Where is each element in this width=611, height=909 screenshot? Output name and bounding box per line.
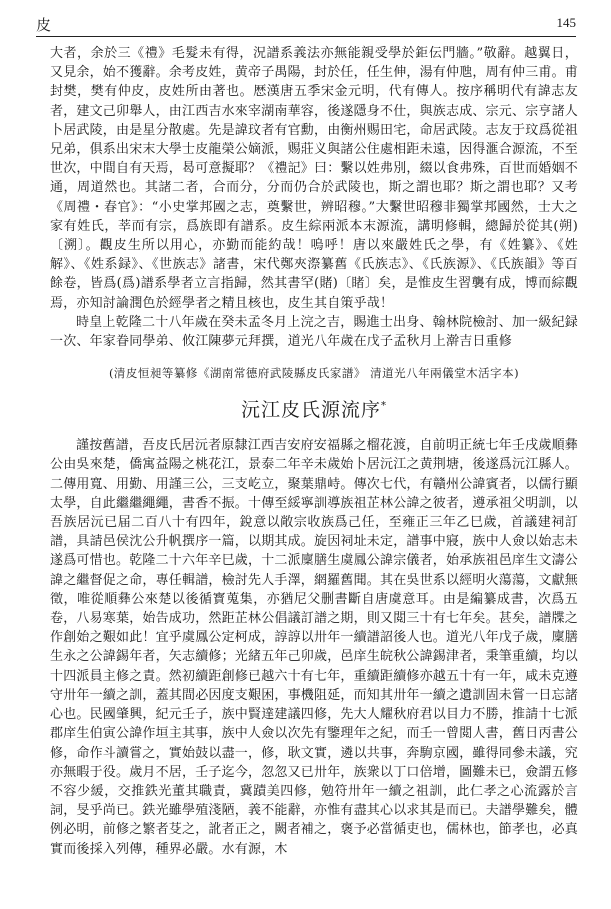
section-title	[50, 395, 578, 422]
preface-paragraph-2: 時皇上乾隆二十八年歲在癸未孟冬月上浣之吉，賜進士出身、翰林院檢討、加一級紀録一次、年家眷同學弟、攸江陳夢元拜撰，道光八年歲在戊子孟秋月上澣吉日重修	[50, 314, 578, 350]
page-number: 145	[556, 15, 576, 30]
source-citation: (清皮恒昶等纂修《湖南常德府武陵縣皮氏家譜》 清道光八年兩儀堂木活字本)	[108, 366, 520, 381]
footnote-mark: *	[381, 400, 387, 412]
section-title-text: 沅江皮氏源流序	[240, 399, 381, 422]
page-header	[36, 12, 576, 37]
header-character: 皮	[36, 16, 52, 34]
preface-paragraph-1: 大者，余於三《禮》毛髮未有得，況譜系義法亦無能親受學於鉅伝門牆。”敬辭。越翼日，又見余，始不獲辭。余考皮姓，黄帝子禺陽，封於任，任生伸，湯有仲虺，周有仲三甫。甫封樊，樊有仲皮，皮姓所由著也。厯漢唐五季宋金元明，代有傳人。按序稱明代有諱志友者，建文己卯舉人，由江西吉水來宰湖南華容，後遂隱身不仕，與族志成、宗元、宗亨諸人卜居武陵，由是星分散處。先是諱玟者有官勳，由衡州赐田宅，命居武陵。志友于玟爲從祖兄弟，俱系出宋末大學士皮龍榮公嫡派，赐莊义與諸公住處相距未遠，因得滙合源流，不至世次，中間自有天焉，曷可意擬耶？《禮記》曰：繫以姓弗別，綴以食弗殊，百世而婚姻不通，周道然也。其諸二者，合而分，分而仍合於武陵也，斯之謂也耶？斯之謂也耶？又考《周禮・春官》：“小史掌邦國之志，奠繫世，辨昭穆。”大繫世昭穆非獨掌邦國然，士大之家有姓氏，莘而有宗，爲族即有譜系。皮生綜兩派本末源流，講明修輯，總歸於從其(朔)〔溯〕。觀皮生所以用心，亦勤而能約哉！嗚呼！唐以來嚴姓氏之學，有《姓纂》、《姓解》、《姓系録》、《世族志》諸書，宋代鄭夾漈纂舊《氏族志》、《氏族源》、《氏族韻》等百餘卷，皆爲(爲)譜系學者立言指歸，然其書罕(賭)〔睹〕矣，是惟皮生習襲有成，博而綜觀焉，亦知討論潤色於經學者之精且核也，皮生其自策乎哉！	[50, 46, 579, 311]
page-body	[50, 44, 578, 859]
main-paragraph-1: 謹按舊譜，吾皮氏居沅者原隸江西吉安府安福縣之榴花渡，自前明正統七年壬戌歲順彝公由吳來楚，僑寓益陽之桃花江，景泰二年辛未歲始卜居沅江之黄荆塘，後遂爲沅江縣人。二傳用寬、用勤、用謹三公，三支屹立，聚葉鼎峙。傳次七代，有贛州公諱賓者，以儒行顯太學，自此繼繼繩繩，書香不振。十傳至綏寧訓導族祖芷林公諱之彼者，遵承祖父明訓，以吾族居沅已届二百八十有四年，銳意以敞宗收族爲己任，至雍正三年乙巳歲，首議建祠訂譜，具請邑侯沈公升帆撰序一篇，以期其成。旋因祠址未定，譜事中寢，族中人僉以始志未遂爲可惜也。乾隆二十六年辛巳歲，十二派廩膳生虞鳳公諱宗儀者，始承族祖邑庠生文濤公諱之繼督促之命，專任輯譜，檢討先人手澤，網羅舊聞。其在吳世系以經明火蕩蕩，文獻無徵，唯從順彝公來楚以後循寳蒐集，亦猶尼父删書斷自唐虞意耳。由是編纂成書，次爲五卷，八易寒葉，始告成功，然距芷林公倡議訂譜之期，則又閲三十有七年矣。甚矣，譜牒之作創始之艱如此！宜乎虞鳳公定柯成，諄諄以卅年一續譜詔後人也。道光八年戊子歲，廩膳生永之公諱錫年者，矢志續修；光緒五年己卯歲，邑庠生皖秋公諱錫津者，秉筆重續，均以十四派員主修之責。然初續距創修已越六十有七年，重續距續修亦越五十有一年，咸未克遵守卅年一續之訓，蓋其間必因度支艱困，事機阻延，而知其卅年一續之遺訓固未嘗一日忘諸心也。民國肇興，紀元壬子，族中賢達建議四修，先大人耀秋府君以目力不勝，推請十七派郡庠生伯寅公諱作垣主其事，族中人僉以次先有鑒理年之紀，而壬一曾閲人書，舊日丙書公修，命作斗讀嘗之，實始鼓以盡一，修，耿文實，遴以共事，奔駒京國，雖得同參未議，究亦無暇于役。歲月不居，壬子迄今，忽忽又已卅年，族衆以丁口倍增，圖難未已，僉謂五修不容少緩，交推鉄光董其職責，冀蹟美四修，勉符卅年一續之祖訓，此仁孝之心流露於言詞，旻乎尚已。鉄光雖學殖淺陋，義不能辭，亦惟有盡其心以求其是而已。夫譜學難矣，體例必明，前修之繁者芟之，訛者正之，闕者補之，褒予必當循吏也，儒林也，節孝也，必真實而後採入列傳，種界必嚴。水有源，木	[50, 438, 579, 857]
